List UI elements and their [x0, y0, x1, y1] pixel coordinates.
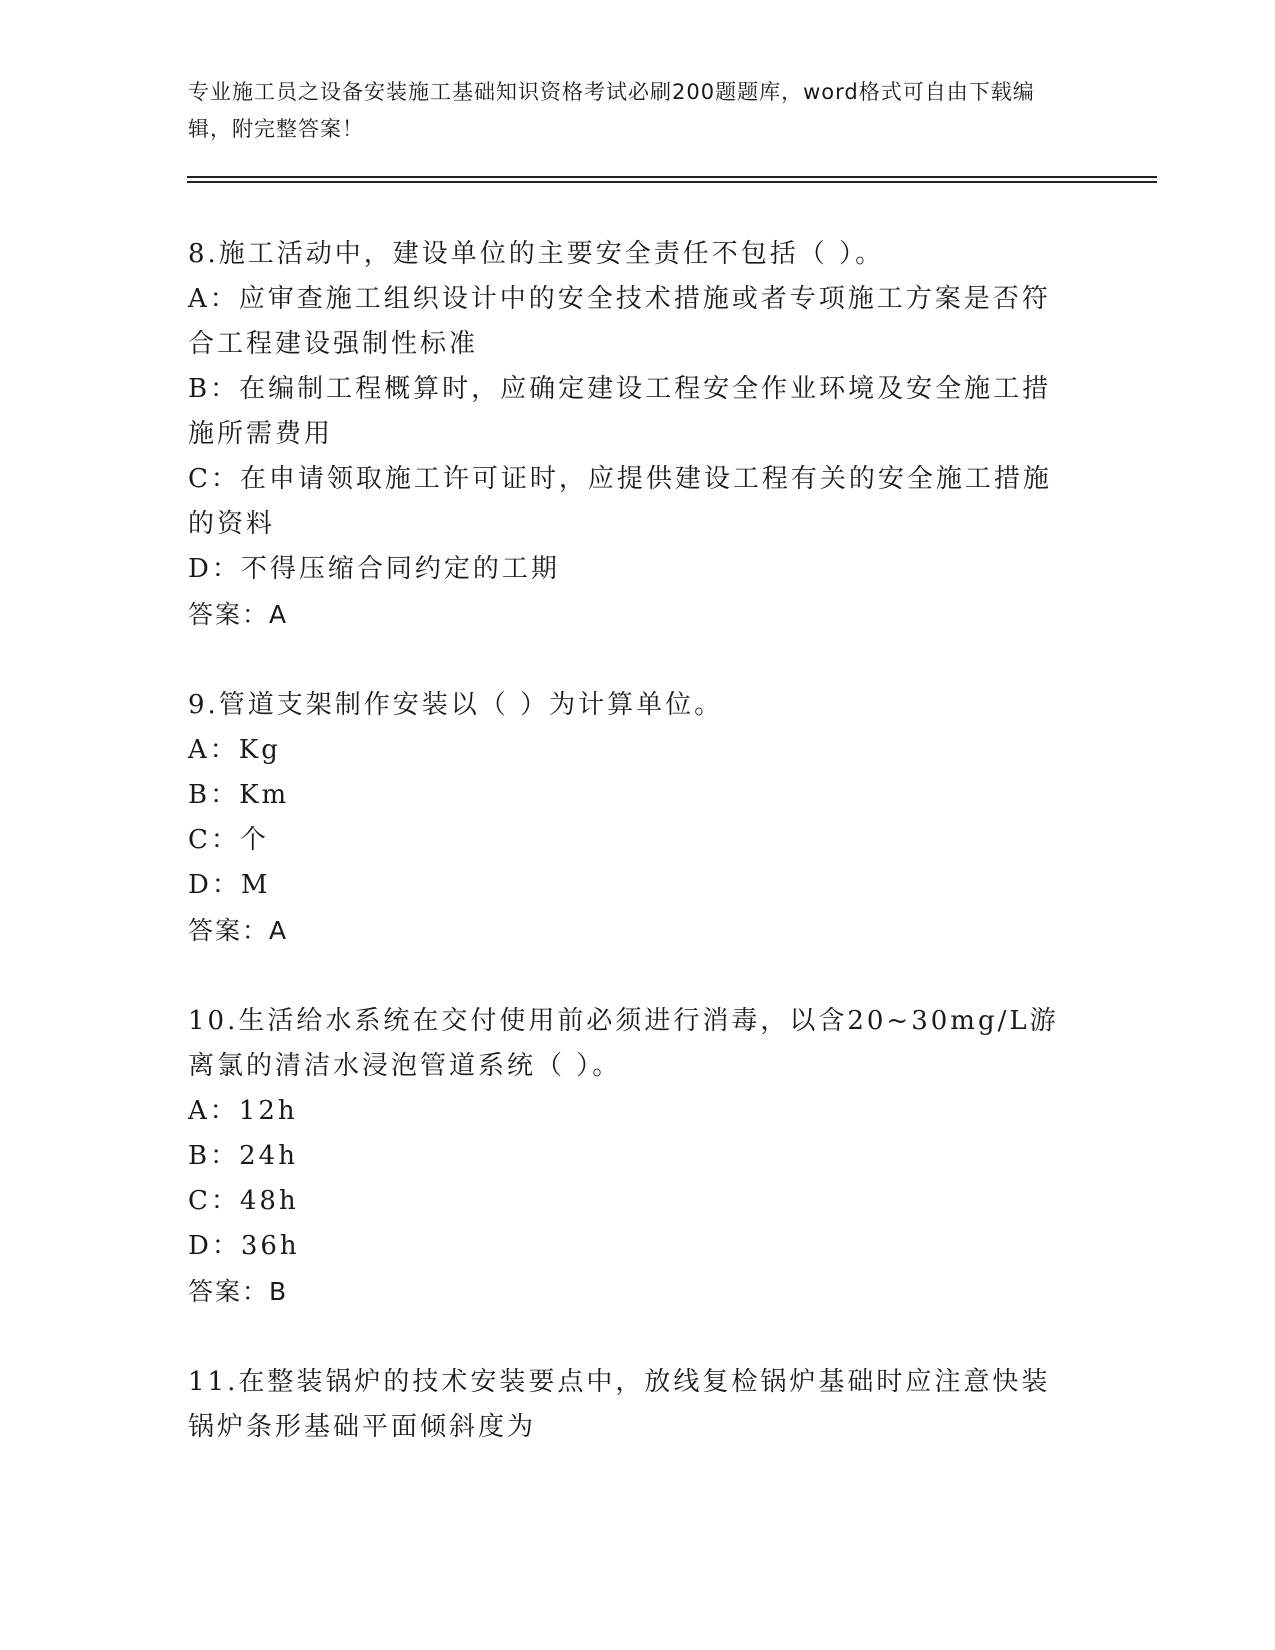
option-c: C：在申请领取施工许可证时，应提供建设工程有关的安全施工措施的资料: [188, 464, 1052, 539]
option-d: D：36h: [188, 1231, 300, 1261]
answer-text: 答案：A: [188, 600, 289, 629]
question-11: [188, 1360, 1088, 1450]
option-a: A：12h: [188, 1096, 298, 1126]
option-c: C：48h: [188, 1186, 299, 1216]
question-10: [188, 999, 1088, 1314]
option-b: B：Km: [188, 780, 290, 810]
question-stem: 9.管道支架制作安装以（ ）为计算单位。: [188, 690, 724, 720]
document-header: [188, 74, 1078, 148]
header-rule-bottom: [187, 181, 1157, 183]
option-a: A：Kg: [188, 735, 281, 765]
option-b: B：在编制工程概算时，应确定建设工程安全作业环境及安全施工措施所需费用: [188, 374, 1052, 449]
option-a: A：应审查施工组织设计中的安全技术措施或者专项施工方案是否符合工程建设强制性标准: [188, 284, 1051, 359]
question-stem: 10.生活给水系统在交付使用前必须进行消毒，以含20~30mg/L游离氯的清洁水浸泡管道系统（ ）。: [188, 1006, 1059, 1081]
answer-text: 答案：A: [188, 916, 289, 945]
question-stem: 8.施工活动中，建设单位的主要安全责任不包括（ ）。: [188, 239, 885, 269]
header-rule-top: [187, 176, 1157, 178]
option-b: B：24h: [188, 1141, 298, 1171]
question-9: [188, 683, 1088, 953]
header-text: 专业施工员之设备安装施工基础知识资格考试必刷200题题库，word格式可自由下载编辑，附完整答案！: [188, 80, 1035, 141]
option-c: C：个: [188, 825, 269, 855]
option-d: D：不得压缩合同约定的工期: [188, 554, 560, 584]
question-list: [188, 232, 1088, 1496]
question-stem: 11.在整装锅炉的技术安装要点中，放线复检锅炉基础时应注意快装锅炉条形基础平面倾斜度为: [188, 1367, 1051, 1442]
option-d: D：M: [188, 870, 271, 900]
answer-text: 答案：B: [188, 1277, 289, 1306]
question-8: [188, 232, 1088, 637]
